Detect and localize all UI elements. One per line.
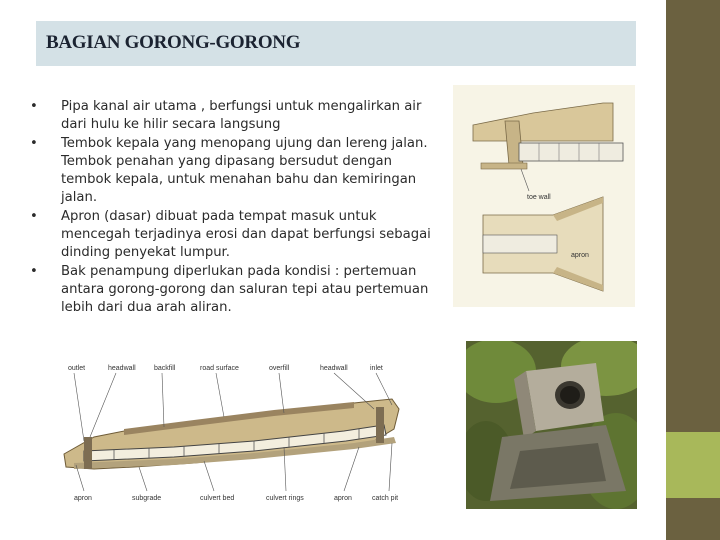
culvert-photo: [466, 341, 637, 509]
bullet-dot: •: [30, 208, 38, 224]
headwall-diagram-svg: [453, 85, 635, 307]
side-bar-bottom: [666, 498, 720, 540]
culvert-label-apron-outlet: apron: [74, 495, 92, 502]
culvert-label-backfill: backfill: [154, 365, 176, 372]
bullet-dot: •: [30, 99, 38, 114]
bullet-text: Bak penampung diperlukan pada kondisi : pertemuan antara gorong-gorong dan saluran tepi atau pertemuan lebih dari dua arah aliran.: [61, 263, 429, 316]
side-bar-accent: [666, 432, 720, 498]
diagram-label-toe-wall: toe wall: [527, 194, 551, 201]
bullet-item: [30, 98, 440, 135]
culvert-section-figure: [54, 359, 413, 508]
culvert-label-overfill: overfill: [269, 365, 290, 372]
culvert-section-svg: [54, 359, 413, 508]
bullet-item: [30, 135, 440, 208]
culvert-label-headwall-outlet: headwall: [108, 365, 136, 372]
headwall-diagram-figure: [453, 85, 635, 307]
slide-title: BAGIAN GORONG-GORONG: [46, 32, 301, 53]
bullet-item: [30, 208, 440, 263]
culvert-label-culvert-bed: culvert bed: [200, 495, 235, 502]
title-band: [36, 21, 636, 66]
bullet-list: [30, 98, 440, 318]
bullet-dot: •: [30, 135, 38, 151]
bullet-text: Pipa kanal air utama , berfungsi untuk mengalirkan air dari hulu ke hilir secara langsung: [61, 99, 422, 133]
culvert-photo-svg: [466, 341, 637, 509]
decorative-side-bar: [666, 0, 720, 540]
culvert-label-outlet: outlet: [68, 365, 86, 372]
culvert-label-culvert-rings: culvert rings: [266, 495, 304, 502]
diagram-label-apron: apron: [571, 252, 589, 259]
culvert-label-headwall-inlet: headwall: [320, 365, 348, 372]
culvert-label-inlet: inlet: [370, 365, 383, 372]
culvert-label-subgrade: subgrade: [132, 495, 162, 502]
culvert-label-apron-inlet: apron: [334, 495, 352, 502]
bullet-text: Tembok kepala yang menopang ujung dan lereng jalan. Tembok penahan yang dipasang bersudut dengan tembok kepala, untuk menahan bahu dan kemiringan jalan.: [61, 135, 428, 206]
bullet-dot: •: [30, 263, 38, 279]
bullet-item: [30, 263, 440, 318]
bullet-text: Apron (dasar) dibuat pada tempat masuk untuk mencegah terjadinya erosi dan dapat berfungsi sebagai dinding penyekat lumpur.: [61, 208, 431, 261]
culvert-label-road-surface: road surface: [200, 365, 239, 372]
culvert-label-catch-pit: catch pit: [372, 495, 399, 502]
